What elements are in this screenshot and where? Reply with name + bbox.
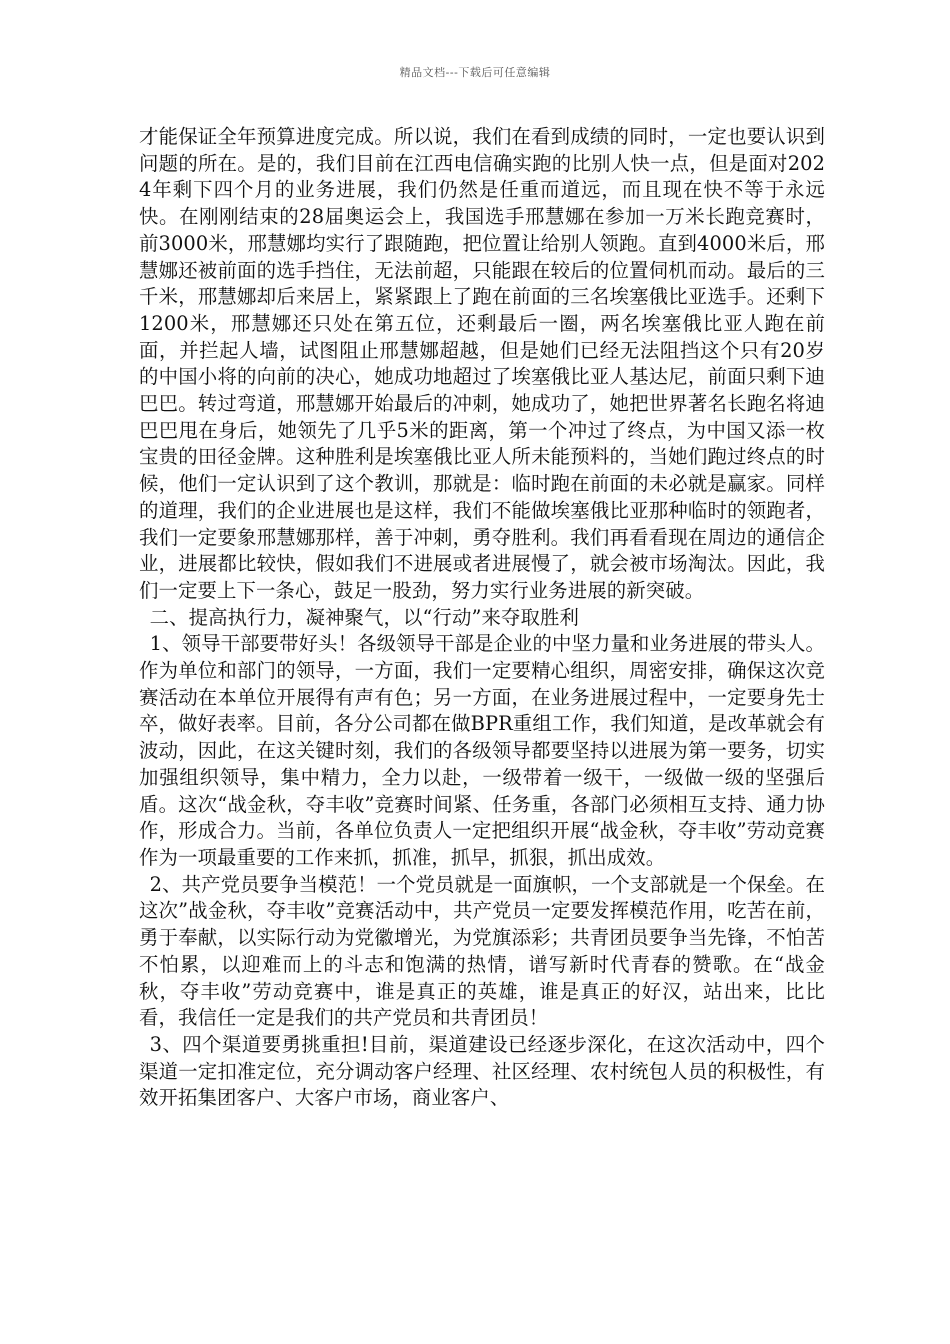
paragraph-leaders: 1、领导干部要带好头！各级领导干部是企业的中坚力量和业务进展的带头人。作为单位和部门的领导，一方面，我们一定要精心组织，周密安排，确保这次竞赛活动在本单位开展得有声有色；另一方面，在业务进展过程中，一定要身先士卒，做好表率。目前，各分公司都在做BPR重组工作，我们知道，是改革就会有波动，因此，在这关键时刻，我们的各级领导都要坚持以进展为第一要务，切实加强组织领导，集中精力，全力以赴，一级带着一级干，一级做一级的坚强后盾。这次“战金秋，夺丰收”竞赛时间紧、任务重，各部门必须相互支持、通力协作，形成合力。当前，各单位负责人一定把组织开展“战金秋，夺丰收”劳动竞赛作为一项最重要的工作来抓，抓准，抓早，抓狠，抓出成效。 xyxy=(139,632,825,869)
paragraph-party-members: 2、共产党员要争当模范！一个党员就是一面旗帜，一个支部就是一个保垒。在这次”战金秋，夺丰收”竞赛活动中，共产党员一定要发挥模范作用，吃苦在前，勇于奉献，以实际行动为党徽增光，为党旗添彩；共青团员要争当先锋，不怕苦不怕累，以迎难而上的斗志和饱满的热情，谱写新时代青春的赞歌。在“战金秋，夺丰收”劳动竞赛中，谁是真正的英雄，谁是真正的好汉，站出来，比比看，我信任一定是我们的共产党员和共青团员！ xyxy=(139,872,825,1030)
document-body xyxy=(139,124,825,1112)
page-header: 精品文档---下载后可任意编辑 xyxy=(399,66,551,79)
section-heading: 二、提高执行力，凝神聚气，以“行动”来夺取胜利 xyxy=(149,605,579,629)
paragraph-channels: 3、四个渠道要勇挑重担!目前，渠道建设已经逐步深化，在这次活动中，四个渠道一定扣准定位，充分调动客户经理、社区经理、农村统包人员的积极性，有效开拓集团客户、大客户市场，商业客户、 xyxy=(139,1032,825,1110)
paragraph-olympics-story: 才能保证全年预算进度完成。所以说，我们在看到成绩的同时，一定也要认识到问题的所在。是的，我们目前在江西电信确实跑的比别人快一点，但是面对2024年剩下四个月的业务进展，我们仍然是任重而道远，而且现在快不等于永远快。在刚刚结束的28届奥运会上，我国选手邢慧娜在参加一万米长跑竞赛时，前3000米，邢慧娜均实行了跟随跑，把位置让给别人领跑。直到4000米后，邢慧娜还被前面的选手挡住，无法前超，只能跟在较后的位置伺机而动。最后的三千米，邢慧娜却后来居上，紧紧跟上了跑在前面的三名埃塞俄比亚选手。还剩下1200米，邢慧娜还只处在第五位，还剩最后一圈，两名埃塞俄比亚人跑在前面，并拦起人墙，试图阻止邢慧娜超越，但是她们已经无法阻挡这个只有20岁的中国小将的向前的决心，她成功地超过了埃塞俄比亚人基达尼，前面只剩下迪巴巴。转过弯道，邢慧娜开始最后的冲刺，她成功了，她把世界著名长跑名将迪巴巴甩在身后，她领先了几乎5米的距离，第一个冲过了终点，为中国又添一枚宝贵的田径金牌。这种胜利是埃塞俄比亚人所未能预料的，当她们跑过终点的时候，他们一定认识到了这个教训，那就是：临时跑在前面的未必就是赢家。同样的道理，我们的企业进展也是这样，我们不能做埃塞俄比亚那种临时的领跑者，我们一定要象邢慧娜那样，善于冲刺，勇夺胜利。我们再看看现在周边的通信企业，进展都比较快，假如我们不进展或者进展慢了，就会被市场淘汰。因此，我们一定要上下一条心，鼓足一股劲，努力实行业务进展的新突破。 xyxy=(139,125,825,602)
